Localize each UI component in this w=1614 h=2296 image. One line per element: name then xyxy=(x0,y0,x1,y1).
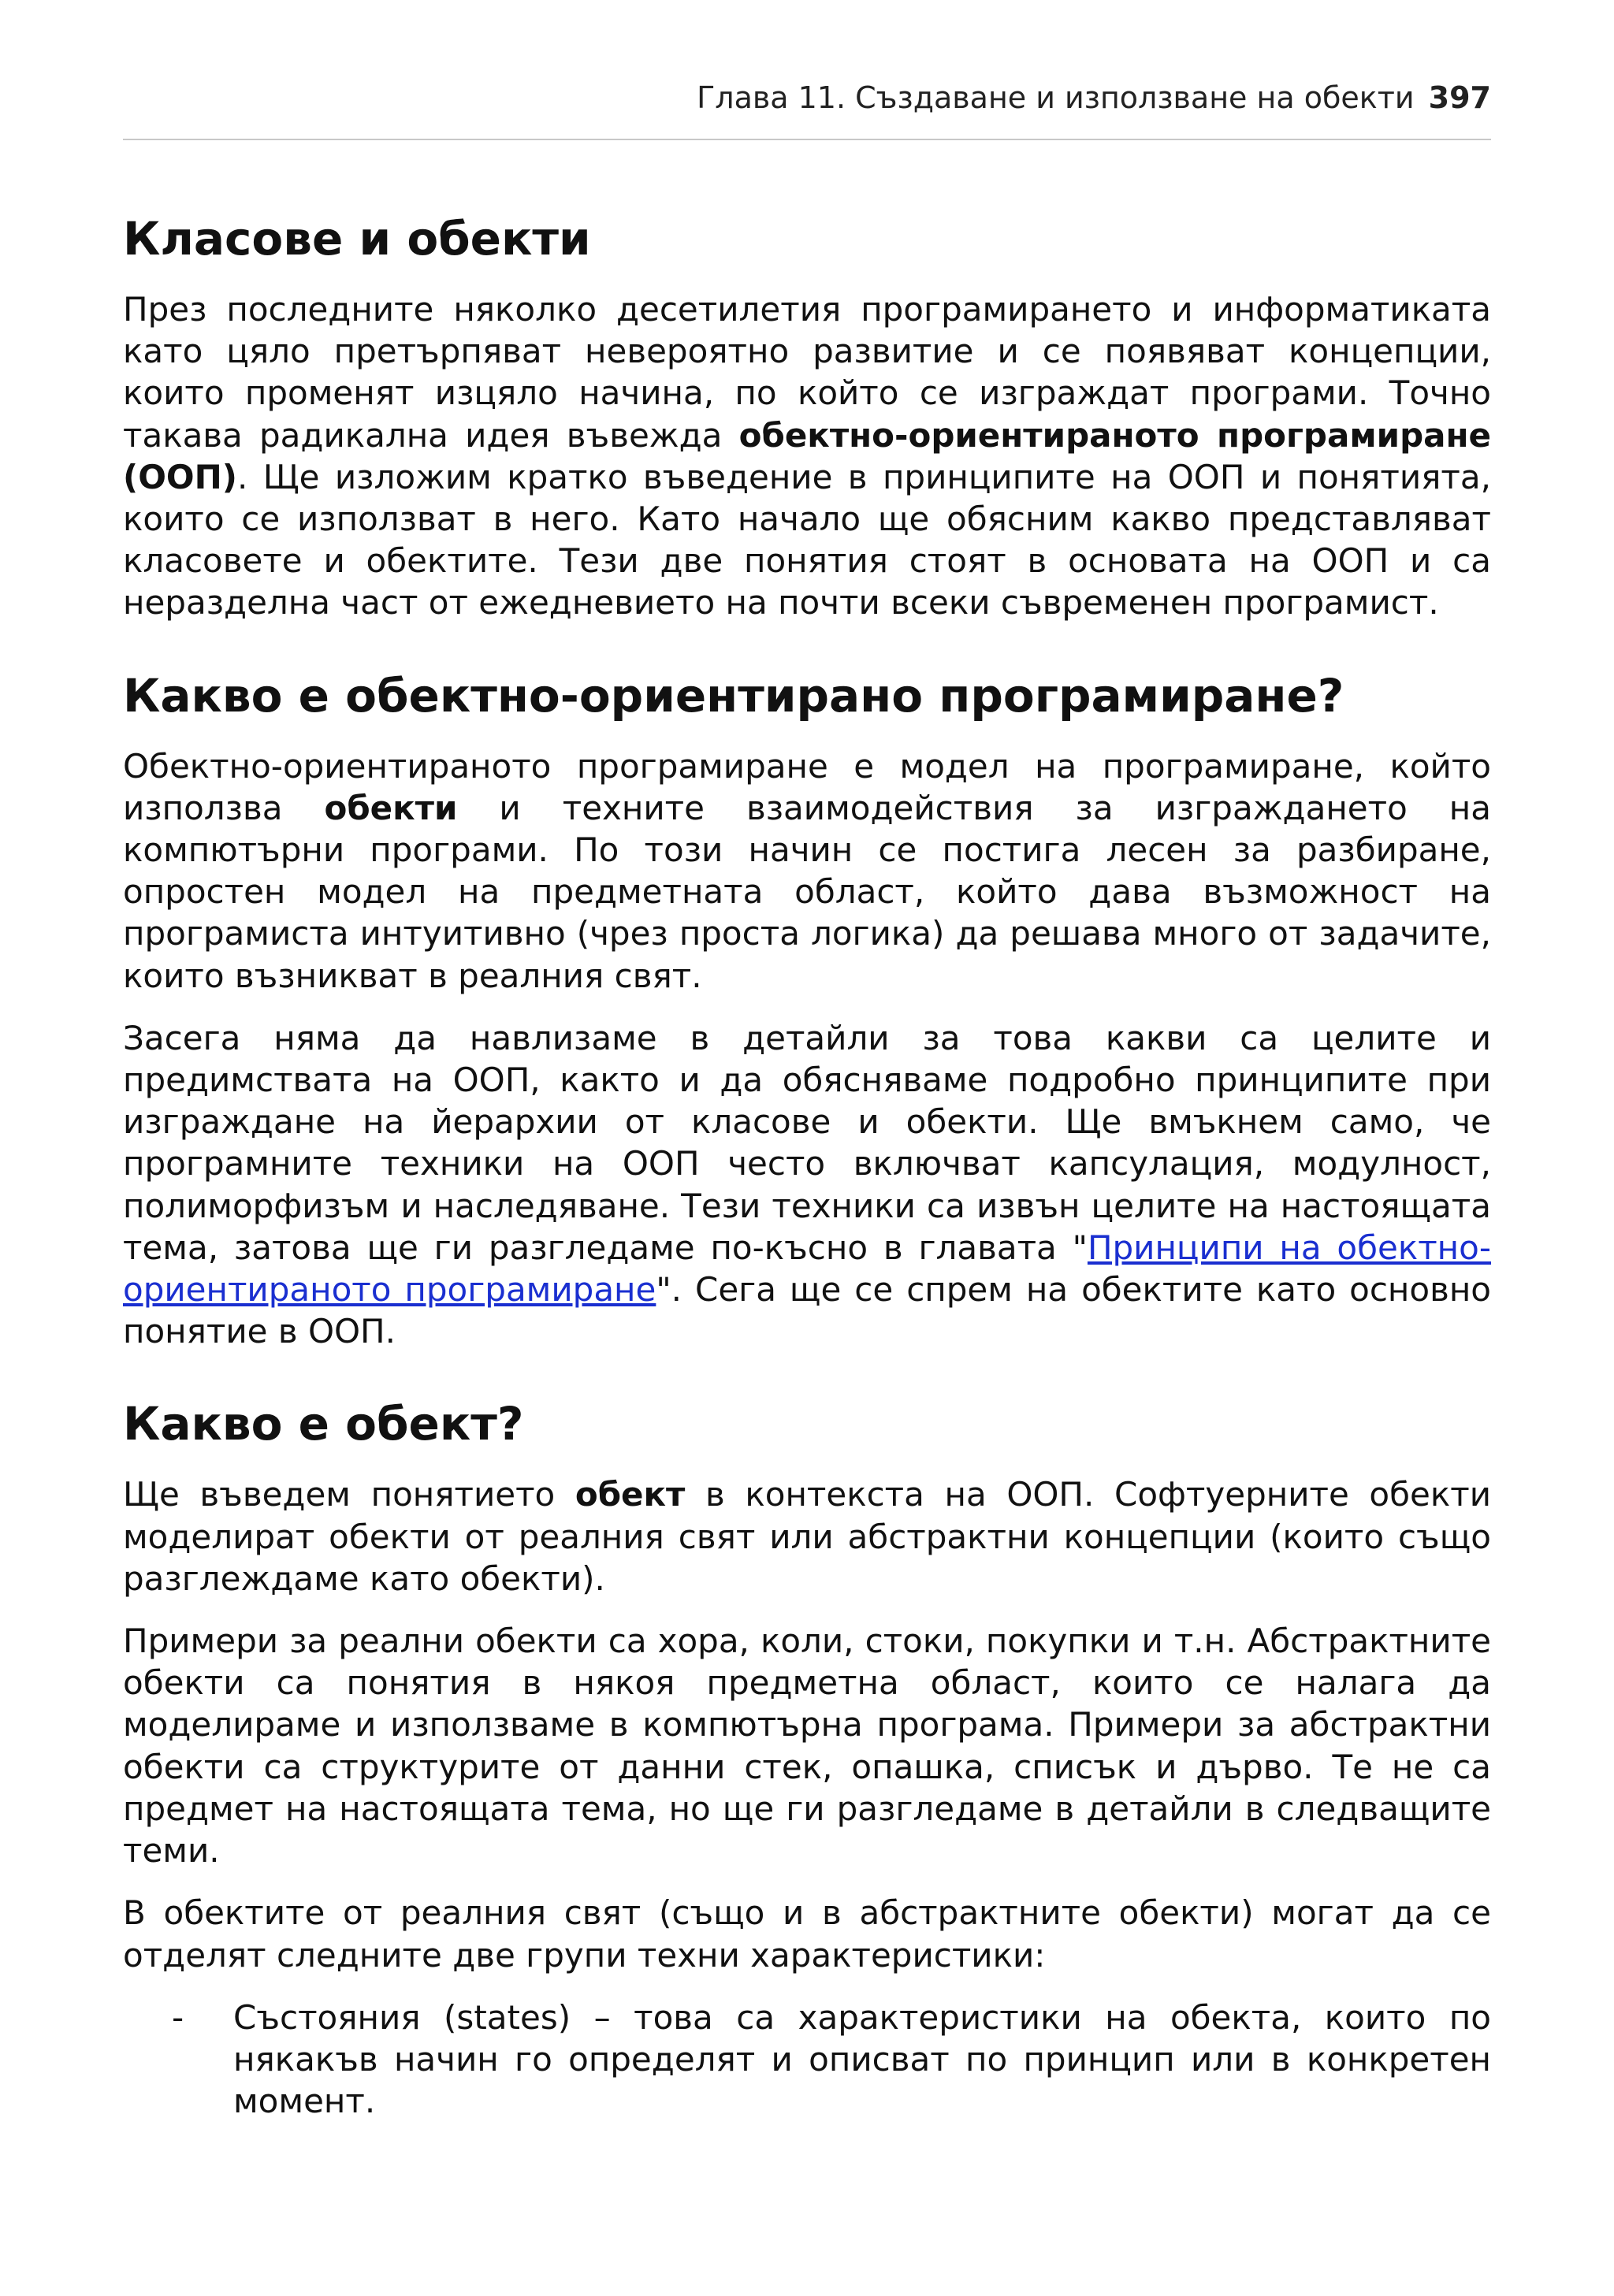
paragraph-object-intro xyxy=(123,1473,1491,1599)
paragraph-object-examples: Примери за реални обекти са хора, коли, стоки, покупки и т.н. Абстрактните обекти са понятия в някоя предметна област, които се налага да моделираме и използваме в компютърна програма. Примери за абстрактни обекти са структурите от данни стек, опашка, списък и дърво. Те не са предмет на настоящата тема, но ще ги разгледаме в детайли в следващите теми. xyxy=(123,1622,1491,1871)
dash-bullet: - xyxy=(172,1997,184,2037)
characteristics-list xyxy=(123,1997,1491,2123)
text-run: През последните няколко десетилетия програмирането и информатиката като цяло претърпяват невероятно развитие и се появяват концепции, които променят изцяло начина, по който се изграждат програми. Точно такава радикална идея въвежда xyxy=(123,290,1491,455)
page-number: 397 xyxy=(1428,80,1491,115)
text-run: Обектно-ориентираното програмиране е модел на програмиране, който използва xyxy=(123,746,1491,827)
bold-term-oop: обектно-ориентираното програмиране (ООП) xyxy=(123,415,1492,496)
text-run: ". Сега ще се спрем на обектите като основно понятие в ООП. xyxy=(123,1270,1491,1351)
link-oop-principles-chapter[interactable]: Принципи на обектно-ориентираното програмиране xyxy=(123,1228,1491,1310)
bold-term-objects: обекти xyxy=(324,788,458,827)
section-heading-what-is-object: Какво е обект? xyxy=(123,1397,524,1451)
text-run: . Ще изложим кратко въведение в принципите на ООП и понятията, които се използват в него. Като начало ще обясним какво представляват класовете и обектите. Тези две понятия стоят в основата на ООП и са неразделна част от ежедневието на почти всеки съвременен програмист. xyxy=(123,457,1491,622)
header-divider xyxy=(123,139,1491,140)
paragraph-oop-principles xyxy=(123,1017,1491,1353)
section-heading-classes-objects: Класове и обекти xyxy=(123,212,591,266)
text-run: Ще въведем понятието xyxy=(123,1475,575,1514)
paragraph-intro xyxy=(123,288,1491,624)
text-run: в контекста на ООП. Софтуерните обекти моделират обекти от реалния свят или абстрактни концепции (които също разглеждаме като обекти). xyxy=(123,1475,1491,1598)
bold-term-object: обект xyxy=(575,1475,686,1514)
paragraph-oop-definition xyxy=(123,745,1491,997)
list-item-text: Състояния (states) – това са характеристики на обекта, които по някакъв начин го определят и описват по принцип или в конкретен момент. xyxy=(233,1997,1491,2121)
running-header xyxy=(123,79,1491,117)
chapter-title: Глава 11. Създаване и използване на обекти xyxy=(697,80,1415,115)
section-heading-what-is-oop: Какво е обектно-ориентирано програмиране? xyxy=(123,668,1344,723)
page-content xyxy=(123,206,1491,2122)
text-run: и техните взаимодействия за изграждането на компютърни програми. По този начин се постига лесен за разбиране, опростен модел на предметната област, който дава възможност на програмиста интуитивно (чрез проста логика) да решава много от задачите, които възникват в реалния свят. xyxy=(123,788,1491,995)
paragraph-object-characteristics: В обектите от реалния свят (също и в абстрактните обекти) могат да се отделят следните две групи техни характеристики: xyxy=(123,1893,1491,1975)
list-item xyxy=(123,1997,1491,2123)
text-run: Засега няма да навлизаме в детайли за това какви са целите и предимствата на ООП, както и да обясняваме подробно принципите при изграждане на йерархии от класове и обекти. Ще вмъкнем само, че програмните техники на ООП често включват капсулация, модулност, полиморфизъм и наследяване. Тези техники са извън целите на настоящата тема, затова ще ги разгледаме по-късно в главата " xyxy=(123,1018,1491,1267)
